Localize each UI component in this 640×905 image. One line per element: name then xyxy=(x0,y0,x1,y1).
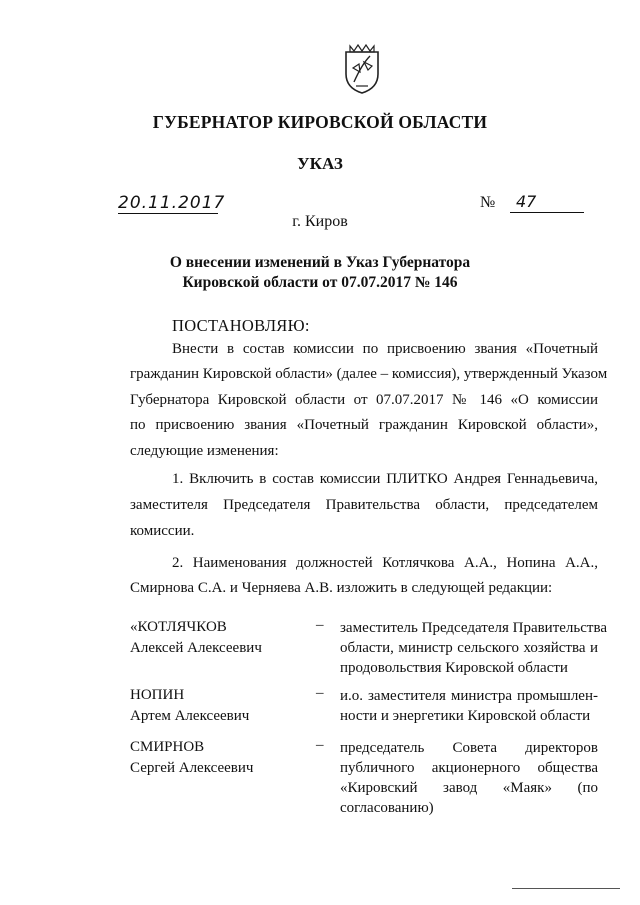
member-position xyxy=(340,738,598,818)
member-name: Артем Алексеевич xyxy=(130,708,250,724)
member-dash: – xyxy=(316,617,324,633)
member-row xyxy=(130,685,249,727)
city: г. Киров xyxy=(292,213,348,230)
document-date: 20.11.2017 xyxy=(118,193,226,213)
member-position xyxy=(340,686,598,726)
position-line: согласованию) xyxy=(340,800,434,816)
position-line: председатель Совета директоров xyxy=(340,740,598,756)
authority-title: ГУБЕРНАТОР КИРОВСКОЙ ОБЛАСТИ xyxy=(152,112,488,132)
number-label: № xyxy=(480,194,496,211)
item1-line: комиссии. xyxy=(130,523,195,539)
intro-line: Губернатора Кировской области от 07.07.2017 № 146 «О комиссии xyxy=(130,392,598,408)
intro-line: по присвоению звания «Почетный гражданин Кировской области», xyxy=(130,417,598,433)
subject-line-2: Кировской области от 07.07.2017 № 146 xyxy=(182,274,458,291)
item1-line: 1. Включить в состав комиссии ПЛИТКО Андрея Геннадьевича, xyxy=(172,471,598,487)
intro-line: гражданин Кировской области» (далее – комиссия), утвержденный Указом xyxy=(130,366,608,382)
intro-line: Внести в состав комиссии по присвоению звания «Почетный xyxy=(172,341,598,357)
member-name: Сергей Алексеевич xyxy=(130,760,254,776)
position-line: области, министр сельского хозяйства и xyxy=(340,640,598,656)
intro-line: следующие изменения: xyxy=(130,443,279,459)
member-position xyxy=(340,618,608,678)
coat-of-arms-emblem-icon xyxy=(340,42,384,94)
document-number: 47 xyxy=(510,192,584,213)
member-row xyxy=(130,617,262,659)
decree-word: ПОСТАНОВЛЯЮ: xyxy=(172,316,310,335)
item2-line: Смирнова С.А. и Черняева А.В. изложить в следующей редакции: xyxy=(130,580,553,596)
document-type: УКАЗ xyxy=(297,154,343,173)
member-dash: – xyxy=(316,737,324,753)
member-name: Алексей Алексеевич xyxy=(130,640,262,656)
member-surname: НОПИН xyxy=(130,687,185,703)
position-line: заместитель Председателя Правительства xyxy=(340,620,608,636)
position-line: и.о. заместителя министра промышлен- xyxy=(340,688,598,704)
item1-line: заместителя Председателя Правительства области, председателем xyxy=(130,497,598,513)
member-dash: – xyxy=(316,685,324,701)
position-line: продовольствия Кировской области xyxy=(340,660,568,676)
position-line: ности и энергетики Кировской области xyxy=(340,708,591,724)
position-line: публичного акционерного общества xyxy=(340,760,598,776)
position-line: «Кировский завод «Маяк» (по xyxy=(340,780,598,796)
item2-line: 2. Наименования должностей Котлячкова А.А., Нопина А.А., xyxy=(172,555,598,571)
member-surname: «КОТЛЯЧКОВ xyxy=(130,619,227,635)
subject-line-1: О внесении изменений в Указ Губернатора xyxy=(169,254,471,271)
member-surname: СМИРНОВ xyxy=(130,739,205,755)
footer-rule xyxy=(512,888,620,889)
member-row xyxy=(130,737,253,779)
